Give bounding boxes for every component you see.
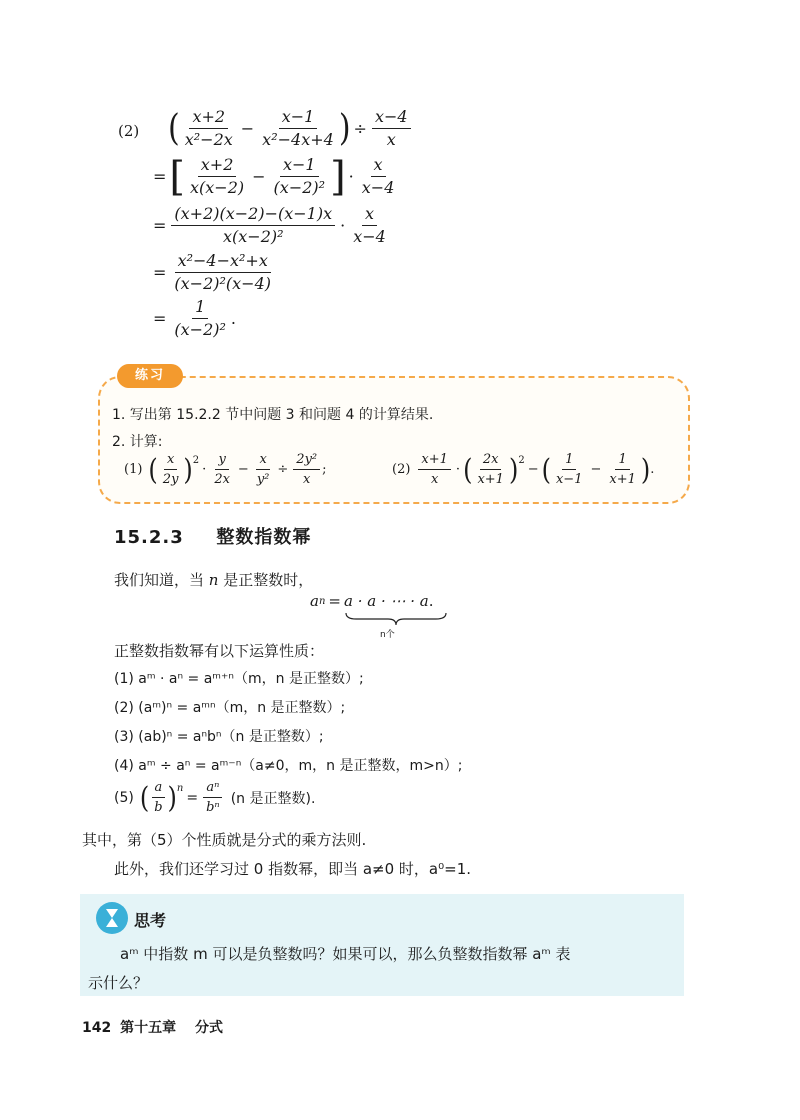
underbrace — [344, 612, 448, 626]
topic-label: 分式 — [194, 1020, 223, 1036]
fraction: $\frac{\text{x²−4−x²+x}}{\text{(x−2)²(x−4)}}$ — [174, 251, 272, 293]
page-footer — [82, 1017, 223, 1037]
fraction: $\frac{x}{x-4}$ — [353, 204, 386, 246]
fraction: $\frac{(x+2)(x-2)-(x-1)x}{\text{x(x−2)²}}$ — [171, 205, 335, 246]
think-line-2: 示什么？ — [88, 974, 149, 992]
example-line-4: = $\frac{\text{x²−4−x²+x}}{\text{(x−2)²(x−4)}}$ — [150, 252, 276, 293]
think-line-1: aᵐ 中指数 m 可以是负整数吗？如果可以，那么负整数指数幂 aᵐ 表 — [120, 945, 571, 963]
intro-line: 我们知道，当 n 是正整数时， — [114, 571, 314, 589]
hourglass-icon — [96, 902, 128, 934]
fraction: $\frac{x-1}{\text{(x−2)²}}$ — [273, 155, 326, 197]
chapter-label: 第十五章 — [120, 1020, 177, 1036]
property-4: (4) aᵐ ÷ aⁿ = aᵐ⁻ⁿ（a≠0，m，n 是正整数，m>n）; — [114, 758, 463, 774]
fraction: $\frac{x-4}{x}$ — [372, 108, 411, 149]
section-heading: 整数指数幂 — [216, 527, 312, 548]
exercise-problem-1: (1) ( $\frac{x}{2y}$ ) $^2$ · $\frac{y}{2x}$ − $\frac{x}{\text{y²}}$ ÷ $\frac{\text{2y²}}{x}$ ; — [124, 452, 327, 487]
exercise-question-2: 2. 计算: — [112, 434, 163, 450]
fraction: $\frac{1}{\text{(x−2)²}}$ — [174, 297, 226, 339]
fraction: $\frac{x-1}{\text{x²−4x+4}}$ — [262, 107, 334, 149]
section-number: 15.2.3 — [114, 527, 184, 548]
example-line-1: ( $\frac{x+2}{\text{x²−2x}}$ − $\frac{x-1}{\text{x²−4x+4}}$ ) ÷ $\frac{x-4}{x}$ — [168, 108, 413, 149]
property-5: (5) ( $\frac{a}{b}$ ) $^n$ = $\frac{\text{aⁿ}}{\text{bⁿ}}$ (n 是正整数). — [114, 780, 316, 815]
example-line-3: = $\frac{(x+2)(x-2)-(x-1)x}{\text{x(x−2)²}}$ · $\frac{x}{x-4}$ — [150, 205, 391, 246]
power-definition: a n = a · a · ⋯ · a . — [310, 592, 434, 610]
property-1: (1) aᵐ · aⁿ = aᵐ⁺ⁿ（m，n 是正整数）; — [114, 671, 364, 687]
think-title: 思考 — [134, 911, 167, 930]
property-2: (2) (aᵐ)ⁿ = aᵐⁿ（m，n 是正整数）; — [114, 700, 346, 716]
exercise-tag: 练习 — [117, 364, 183, 388]
fraction: $\frac{x+2}{x(x-2)}$ — [190, 155, 245, 197]
section-title — [114, 523, 311, 549]
properties-intro: 正整数指数幂有以下运算性质： — [114, 642, 325, 660]
fraction: $\frac{x+2}{\text{x²−2x}}$ — [184, 107, 233, 149]
exercise-problem-2: (2) $\frac{x+1}{x}$ · ( $\frac{2x}{x+1}$ ) $^2$ − ( $\frac{1}{x-1}$ − $\frac{1}{x+1}$ ) . — [392, 452, 655, 487]
example-label: (2) — [118, 122, 140, 140]
example-line-2: = [ $\frac{x+2}{x(x-2)}$ − $\frac{x-1}{\text{(x−2)²}}$ ] · $\frac{x}{x-4}$ — [150, 156, 399, 197]
brace-label: n个 — [380, 630, 395, 640]
note-line-2: 此外，我们还学习过 0 指数幂，即当 a≠0 时，a⁰=1. — [114, 860, 472, 878]
fraction: $\frac{x}{x-4}$ — [361, 155, 395, 197]
property-3: (3) (ab)ⁿ = aⁿbⁿ（n 是正整数）; — [114, 729, 324, 745]
note-line-1: 其中，第（5）个性质就是分式的乘方法则. — [82, 831, 367, 849]
page-number: 142 — [82, 1020, 112, 1036]
example-line-5: = $\frac{1}{\text{(x−2)²}}$ . — [153, 297, 237, 339]
exercise-question-1: 1. 写出第 15.2.2 节中问题 3 和问题 4 的计算结果. — [112, 407, 434, 423]
